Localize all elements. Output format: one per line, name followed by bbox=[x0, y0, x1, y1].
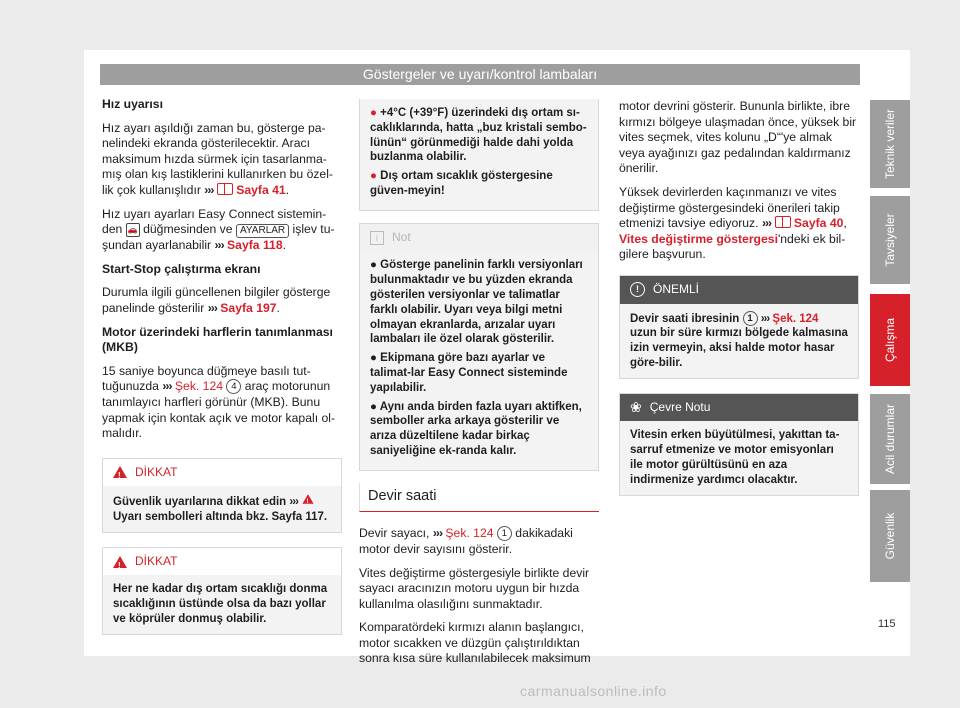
link-gear-indicator[interactable]: Vites değiştirme göstergesi bbox=[619, 231, 778, 246]
callout-number: 1 bbox=[497, 526, 512, 541]
page-header: Göstergeler ve uyarı/kontrol lambaları bbox=[100, 64, 860, 85]
warning-box-1 bbox=[102, 458, 342, 533]
arrows-icon: ››› bbox=[204, 182, 214, 197]
section-title-tachometer: Devir saati bbox=[359, 483, 599, 513]
tab-recommendations[interactable]: Tavsiyeler bbox=[870, 196, 910, 284]
link-fig-124[interactable]: Şek. 124 bbox=[445, 526, 494, 541]
warning-icon bbox=[303, 494, 314, 504]
important-box bbox=[619, 275, 859, 379]
paragraph-tach-2: Vites değiştirme göstergesiyle birlikte devir sayacı aracınızın motoru uygun bir hızda kullanılma olasılığını sunmaktadır. bbox=[359, 565, 590, 611]
environment-box-title: ❀ Çevre Notu bbox=[620, 394, 858, 422]
important-box-body: Devir saati ibresinin 1 ››› Şek. 124 uzun bir süre kırmızı bölgede kalmasına izin vermeyin, aksi halde motor hasar göre-bilir. bbox=[620, 304, 858, 378]
arrows-icon: ››› bbox=[760, 312, 770, 325]
bullet: ● bbox=[370, 107, 381, 119]
environment-box bbox=[619, 393, 859, 496]
paragraph-start-stop: Durumla ilgili güncellenen bilgiler gösterge panelinde gösterilir ››› Sayfa 197. bbox=[102, 285, 331, 315]
important-box-title: ! ÖNEMLİ bbox=[620, 276, 858, 304]
book-icon bbox=[775, 216, 791, 228]
tab-technical-data[interactable]: Teknik veriler bbox=[870, 100, 910, 188]
link-fig-124[interactable]: Şek. 124 bbox=[174, 379, 224, 394]
heading-start-stop: Start-Stop çalıştırma ekranı bbox=[102, 261, 261, 276]
link-page-41[interactable]: Sayfa 41 bbox=[236, 182, 286, 197]
heading-mkb: Motor üzerindeki harflerin tanımlanması (MKB) bbox=[102, 324, 333, 355]
warning-box-body: Her ne kadar dış ortam sıcaklığı donma sıcaklığının üstünde olsa da bazı yollar ve köprüler donmuş olabilir. bbox=[103, 575, 341, 633]
exclamation-icon: ! bbox=[630, 282, 645, 297]
warning-box-title: ! DİKKAT bbox=[103, 548, 341, 576]
bullet: ● bbox=[370, 170, 381, 183]
footer-watermark: carmanualsonline.info bbox=[520, 683, 667, 699]
warning-box-body: Güvenlik uyarılarına dikkat edin ››› ! Uyarı sembolleri altında bkz. Sayfa 117. bbox=[103, 486, 341, 532]
arrows-icon: ››› bbox=[162, 379, 172, 394]
warning-box-2 bbox=[102, 547, 342, 635]
callout-number: 4 bbox=[226, 379, 241, 394]
paragraph-easy-connect: Hız uyarı ayarları Easy Connect sistemin-den 🚗 düğmesinden ve AYARLAR işlev tu-şundan ayarlanabilir ››› Sayfa 118. bbox=[102, 206, 335, 253]
note-box bbox=[359, 223, 599, 471]
tab-emergencies[interactable]: Acil durumlar bbox=[870, 394, 910, 484]
tab-safety[interactable]: Güvenlik bbox=[870, 490, 910, 582]
paragraph-tach-3: Komparatördeki kırmızı alanın başlangıcı, motor sıcakken ve düzgün çalıştırıldıktan sonra kısa süre kullanılabilecek maksimum bbox=[359, 620, 591, 666]
column-2 bbox=[359, 99, 599, 675]
tab-operation[interactable]: Çalışma bbox=[870, 294, 910, 386]
arrows-icon: ››› bbox=[432, 526, 443, 541]
link-page-118[interactable]: Sayfa 118 bbox=[227, 238, 283, 253]
paragraph-rpm-continued: motor devrini gösterir. Bununla birlikte, ibre kırmızı bölgeye ulaşmadan önce, yüksek bir vites seçmek, vites kolunu „D“'ye almak veya ayağınızı gaz pedalından kaldırmanız önerilir. bbox=[619, 99, 857, 176]
page-number: 115 bbox=[878, 618, 896, 630]
leaf-icon: ❀ bbox=[630, 398, 642, 415]
link-page-197[interactable]: Sayfa 197 bbox=[220, 300, 277, 315]
link-page-40[interactable]: Sayfa 40 bbox=[793, 216, 844, 231]
warning-icon bbox=[113, 466, 127, 478]
paragraph-gear-recommendation: Yüksek devirlerden kaçınmanızı ve vites değiştirme göstergesindeki önerileri takip etmenizi tavsiye ediyoruz. ››› Sayfa 40, Vites değiştirme göstergesi'ndeki ek bil-gilere başvurun. bbox=[619, 184, 847, 262]
callout-number: 1 bbox=[743, 311, 758, 326]
environment-box-body: Vitesin erken büyütülmesi, yakıttan ta-sarruf etmenize ve motor emisyonları ile motor gürültüsünü en aza indirmenize yardımcı olacaktır. bbox=[620, 421, 858, 494]
paragraph-speed-warning: Hız ayarı aşıldığı zaman bu, gösterge pa-nelindeki ekranda gösterilecektir. Aracı maksimum hızda sürmek için tasarlanma-mış olan kış lastiklerini kullanırken bu özel-lik çok kullanışlıdır ››› Sayfa 41. bbox=[102, 120, 333, 197]
arrows-icon: ››› bbox=[761, 216, 772, 231]
book-icon bbox=[217, 183, 233, 195]
column-3 bbox=[619, 99, 859, 508]
car-button-icon: 🚗 bbox=[126, 223, 140, 237]
paragraph-mkb: 15 saniye boyunca düğmeye basılı tut-tuğunuzda ››› Şek. 124 4 araç motorunun tanımlayıcı harfleri görünür (MKB). Bunu yapmak için kontak açık ve motor kapalı ol-malıdır. bbox=[102, 363, 336, 441]
heading-speed-warning: Hız uyarısı bbox=[102, 97, 163, 111]
warning-box-title: ! DİKKAT bbox=[103, 459, 341, 487]
arrows-icon: ››› bbox=[289, 496, 298, 509]
arrows-icon: ››› bbox=[214, 238, 224, 253]
warning-box-body: ● +4°C (+39°F) üzerindeki dış ortam sı-caklıklarında, hatta „buz kristali sembo-lünün“ görünmediği halde dahi yolda buzlanma olabilir. ● Dış ortam sıcaklık göstergesine güven-meyin! bbox=[360, 99, 598, 210]
column-1 bbox=[102, 97, 342, 647]
note-box-title: i Not bbox=[360, 224, 598, 252]
warning-box-continued bbox=[359, 99, 599, 211]
info-icon: i bbox=[370, 231, 384, 245]
arrows-icon: ››› bbox=[207, 300, 217, 315]
note-box-body: ● Gösterge panelinin farklı versiyonları bulunmaktadır ve bu yüzden ekranda gösterilen versiyonlar ve talimatlar farklı olabilir. Uyarı veya bilgi metni olmayan ekranlarda, arızalar uyarı lambaları ile özel olarak gösterilir. ● Ekipmana göre bazı ayarlar ve talimat-lar Easy Connect sisteminde yapılabilir. ● Aynı anda birden fazla uyarı aktifken, semboller arka arkaya gösterilir ve arıza düzeltilene kadar birkaç saniyeliğine ek-randa kalır. bbox=[360, 251, 598, 469]
settings-key: AYARLAR bbox=[236, 224, 289, 238]
paragraph-tach-1: Devir sayacı, ››› Şek. 124 1 dakikadaki motor devir sayısını gösterir. bbox=[359, 526, 573, 556]
link-fig-124[interactable]: Şek. 124 bbox=[772, 312, 819, 325]
warning-icon bbox=[113, 556, 127, 568]
